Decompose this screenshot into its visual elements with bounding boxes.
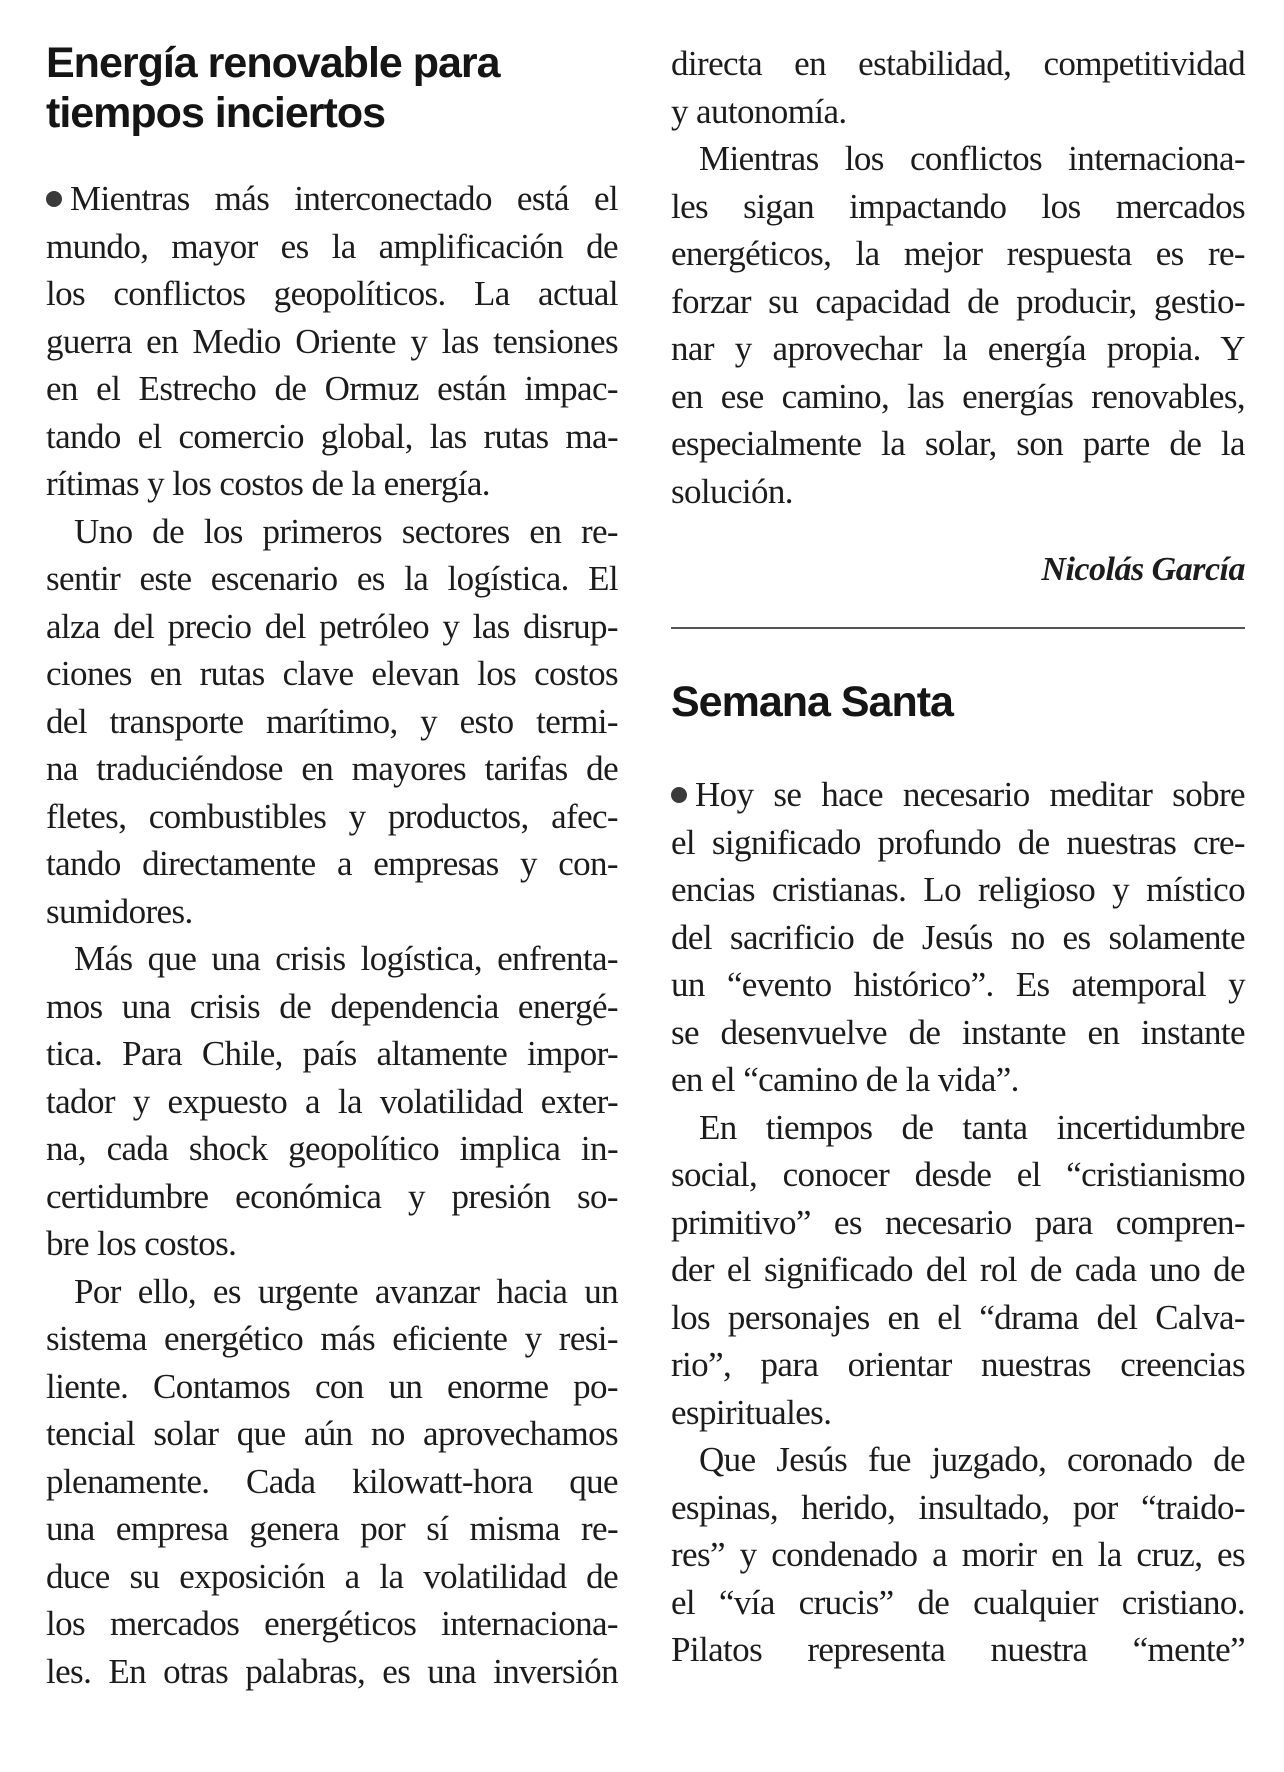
text-line [46,1600,618,1648]
text-line [671,1389,1245,1437]
article2-headline: Semana Santa [671,678,953,726]
text-line [46,1458,618,1506]
text-line-content: Por ello, es urgente avanzar hacia un [74,1271,618,1311]
text-line-content: en el “camino de la vida”. [671,1060,1019,1099]
text-line-content: mundo, mayor es la amplificación de [46,226,618,266]
text-line [46,983,618,1031]
text-line [671,1199,1245,1247]
text-line-content: res” y condenado a morir en la cruz, es [671,1535,1245,1574]
text-line [671,135,1245,183]
text-line-content: sentir este escenario es la logística. El [46,559,618,598]
text-line-content: Hoy se hace necesario meditar sobre [695,775,1245,814]
text-line [46,460,618,508]
text-line-content: del sacrificio de Jesús no es solamente [671,917,1245,957]
text-line-content: solución. [671,471,793,511]
text-line-content: fletes, combustibles y productos, afec- [46,796,618,836]
text-line [46,793,618,841]
text-line-content: der el significado del rol de cada uno de [671,1250,1245,1289]
article1-author: Nicolás García [1041,551,1245,588]
text-line [671,1009,1245,1057]
section-divider [671,627,1245,629]
text-line-content: Pilatos representa nuestra “mente” [671,1630,1245,1669]
text-line [671,1436,1245,1484]
text-line [671,1246,1245,1294]
text-line-content: tencial solar que aún no aprovechamos [46,1414,618,1453]
text-line-content: tando el comercio global, las rutas ma- [46,416,618,456]
text-line-content: na, cada shock geopolítico implica in- [46,1129,618,1168]
text-line [46,1078,618,1126]
text-line-content: alza del precio del petróleo y las disrup- [46,606,618,646]
text-line [46,1315,618,1363]
text-line-content: encias cristianas. Lo religioso y místico [671,870,1245,909]
text-line [46,935,618,983]
text-line-content: y autonomía. [671,91,847,131]
text-line [671,325,1245,373]
text-line [46,1030,618,1078]
text-line [46,1553,618,1601]
bullet-dot-icon [46,191,62,207]
article2-body [671,771,1245,1674]
text-line [671,771,1245,819]
text-line [46,650,618,698]
text-line [671,40,1245,88]
text-line [671,373,1245,421]
article1-body-part2 [671,40,1245,515]
text-line [671,88,1245,136]
text-line-content: espirituales. [671,1392,832,1432]
text-line-content: tica. Para Chile, país altamente impor- [46,1034,618,1073]
text-line [671,1626,1245,1674]
text-line-content: liente. Contamos con un enorme po- [46,1366,618,1406]
text-line-content: primitivo” es necesario para compren- [671,1202,1245,1242]
right-column [671,0,1245,1674]
text-line [671,866,1245,914]
article1-headline-line-2: tiempos inciertos [46,89,386,137]
text-line-content: del transporte marítimo, y esto termi- [46,701,618,741]
text-line-content: les. En otras palabras, es una inversión [46,1651,618,1691]
text-line-content: rítimas y los costos de la energía. [46,464,490,503]
text-line-content: el significado profundo de nuestras cre- [671,822,1245,862]
text-line-content: Mientras más interconectado está el [70,179,618,218]
text-line-content: especialmente la solar, son parte de la [671,424,1245,463]
text-line [46,365,618,413]
article1-headline-line-1: Energía renovable para [46,39,500,87]
text-line [671,420,1245,468]
text-line-content: bre los costos. [46,1224,237,1263]
text-line-content: plenamente. Cada kilowatt-hora que [46,1461,618,1501]
text-line-content: espinas, herido, insultado, por “traido- [671,1487,1245,1527]
text-line-content: una empresa genera por sí misma re- [46,1509,618,1548]
text-line [46,1220,618,1268]
text-line [46,888,618,936]
text-line-content: los conflictos geopolíticos. La actual [46,274,618,313]
text-line [46,1363,618,1411]
text-line-content: los mercados energéticos internaciona- [46,1604,618,1643]
text-line [46,508,618,556]
text-line-content: los personajes en el “drama del Calva- [671,1297,1245,1337]
article1-headline [46,38,618,138]
text-line [46,1173,618,1221]
text-line-content: duce su exposición a la volatilidad de [46,1556,618,1596]
text-line [671,278,1245,326]
text-line-content: sistema energético más eficiente y resi- [46,1319,618,1358]
text-line-content: En tiempos de tanta incertidumbre [699,1107,1245,1147]
text-line [671,1531,1245,1579]
text-line [46,603,618,651]
text-line-content: tando directamente a empresas y con- [46,844,618,883]
text-line-content: na traduciéndose en mayores tarifas de [46,749,618,788]
text-line-content: ciones en rutas clave elevan los costos [46,654,618,693]
text-line-content: forzar su capacidad de producir, gestio- [671,281,1245,321]
text-line [671,961,1245,1009]
text-line-content: Que Jesús fue juzgado, coronado de [699,1440,1245,1479]
text-line-content: les sigan impactando los mercados [671,186,1245,226]
text-line-content: guerra en Medio Oriente y las tensiones [46,321,618,361]
text-line-content: directa en estabilidad, competitividad [671,44,1245,83]
text-line [46,1125,618,1173]
text-line [46,1505,618,1553]
text-line [671,1579,1245,1627]
text-line-content: certidumbre económica y presión so- [46,1176,618,1216]
text-line [46,555,618,603]
text-line-content: social, conocer desde el “cristianismo [671,1155,1245,1194]
text-line [46,223,618,271]
text-line [46,413,618,461]
text-line [46,175,618,223]
text-line-content: energéticos, la mejor respuesta es re- [671,234,1245,273]
text-line [671,1151,1245,1199]
text-line [671,183,1245,231]
text-line [46,745,618,793]
text-line-content: Mientras los conflictos internaciona- [699,139,1245,178]
text-line-content: se desenvuelve de instante en instante [671,1012,1245,1052]
text-line-content: Uno de los primeros sectores en re- [74,511,618,551]
text-line [46,698,618,746]
text-line-content: nar y aprovechar la energía propia. Y [671,329,1245,368]
text-line [671,1484,1245,1532]
left-column [46,0,618,1695]
text-line [671,468,1245,516]
text-line [46,1410,618,1458]
text-line-content: el “vía crucis” de cualquier cristiano. [671,1582,1245,1622]
text-line [46,318,618,366]
text-line-content: un “evento histórico”. Es atemporal y [671,965,1245,1004]
text-line [671,819,1245,867]
text-line-content: en el Estrecho de Ormuz están impac- [46,369,618,408]
text-line-content: tador y expuesto a la volatilidad exter- [46,1081,618,1121]
text-line [671,230,1245,278]
text-line [671,1056,1245,1104]
text-line [46,840,618,888]
text-line [671,1294,1245,1342]
text-line [46,270,618,318]
text-line-content: mos una crisis de dependencia energé- [46,986,618,1026]
text-line [671,1104,1245,1152]
text-line-content: rio”, para orientar nuestras creencias [671,1345,1245,1384]
text-line-content: sumidores. [46,891,193,931]
text-line [46,1648,618,1696]
text-line-content: Más que una crisis logística, enfrenta- [74,939,618,978]
article1-body-part1 [46,175,618,1695]
text-line [671,914,1245,962]
bullet-dot-icon [671,787,687,803]
text-line-content: en ese camino, las energías renovables, [671,376,1245,416]
text-line [46,1268,618,1316]
text-line [671,1341,1245,1389]
